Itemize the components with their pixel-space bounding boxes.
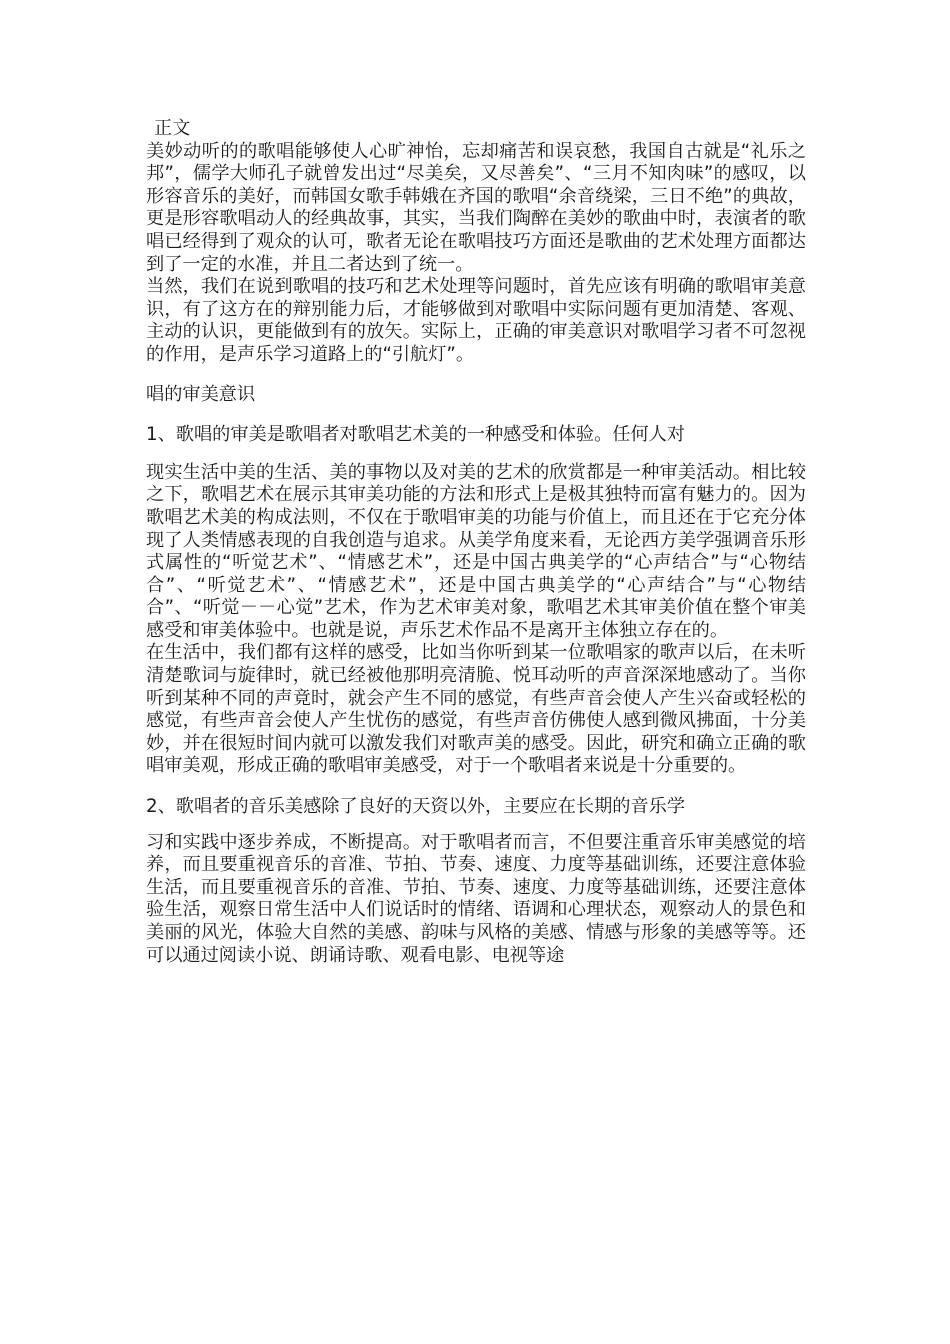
intro-paragraph: 当然，我们在说到歌唱的技巧和艺术处理等问题时，首先应该有明确的歌唱审美意识，有了这方在的辩别能力后，才能够做到对歌唱中实际问题有更加清楚、客观、主动的认识，更能做到有的放矢。实际上，正确的审美意识对歌唱学习者不可忽视的作用，是声乐学习道路上的“引航灯”。 bbox=[146, 276, 806, 365]
item-1-body: 现实生活中美的生活、美的事物以及对美的艺术的欣赏都是一种审美活动。相比较之下，歌唱艺术在展示其审美功能的方法和形式上是极其独特而富有魅力的。因为歌唱艺术美的构成法则，不仅在于歌唱审美的功能与价值上，而且还在于它充分体现了人类情感表现的自我创造与追求。从美学角度来看，无论西方美学强调音乐形式属性的“听觉艺术”、“情感艺术”，还是中国古典美学的“心声结合”与“心物结合”、“听觉艺术”、“情感艺术”，还是中国古典美学的“心声结合”与“心物结合”、“听觉－－心觉”艺术，作为艺术审美对象，歌唱艺术其审美价值在整个审美感受和审美体验中。也就是说，声乐艺术作品不是离开主体独立存在的。 bbox=[146, 461, 806, 641]
item-1-follow-paragraph: 在生活中，我们都有这样的感受，比如当你听到某一位歌唱家的歌声以后，在未听清楚歌词与旋律时，就已经被他那明亮清脆、悦耳动听的声音深深地感动了。当你听到某种不同的声竟时，就会产生不同的感觉，有些声音会使人产生兴奋或轻松的感觉，有些声音会使人产生忧伤的感觉，有些声音仿佛使人感到微风拂面，十分美妙，并在很短时间内就可以激发我们对歌声美的感受。因此，研究和确立正确的歌唱审美观，形成正确的歌唱审美感受，对于一个歌唱者来说是十分重要的。 bbox=[146, 642, 806, 777]
item-1-lead: 1、歌唱的审美是歌唱者对歌唱艺术美的一种感受和体验。任何人对 bbox=[146, 424, 686, 446]
intro-paragraph: 美妙动听的的歌唱能够使人心旷神怡，忘却痛苦和误哀愁，我国自古就是“礼乐之邦”，儒学大师孔子就曾发出过“尽美矣，又尽善矣”、“三月不知肉味”的感叹，以形容音乐的美好，而韩国女歌手韩娥在齐国的歌唱“余音绕梁，三日不绝”的典故，更是形容歌唱动人的经典故事，其实，当我们陶醉在美妙的歌曲中时，表演者的歌唱已经得到了观众的认可，歌者无论在歌唱技巧方面还是歌曲的艺术处理方面都达到了一定的水准，并且二者达到了统一。 bbox=[146, 140, 806, 275]
item-2-body: 习和实践中逐步养成，不断提高。对于歌唱者而言，不但要注重音乐审美感觉的培养，而且要重视音乐的音准、节拍、节奏、速度、力度等基础训练，还要注意体验生活，而且要重视音乐的音准、节拍、节奏、速度、力度等基础训练，还要注意体验生活，观察日常生活中人们说话时的情绪、语调和心理状态，观察动人的景色和美丽的风光，体验大自然的美感、韵味与风格的美感、情感与形象的美感等等。还可以通过阅读小说、朗诵诗歌、观看电影、电视等途 bbox=[146, 831, 806, 966]
section-title: 唱的审美意识 bbox=[146, 383, 256, 405]
document-heading: 正文 bbox=[154, 118, 191, 139]
item-2-lead: 2、歌唱者的音乐美感除了良好的天资以外，主要应在长期的音乐学 bbox=[146, 796, 686, 818]
document-page bbox=[146, 118, 806, 967]
